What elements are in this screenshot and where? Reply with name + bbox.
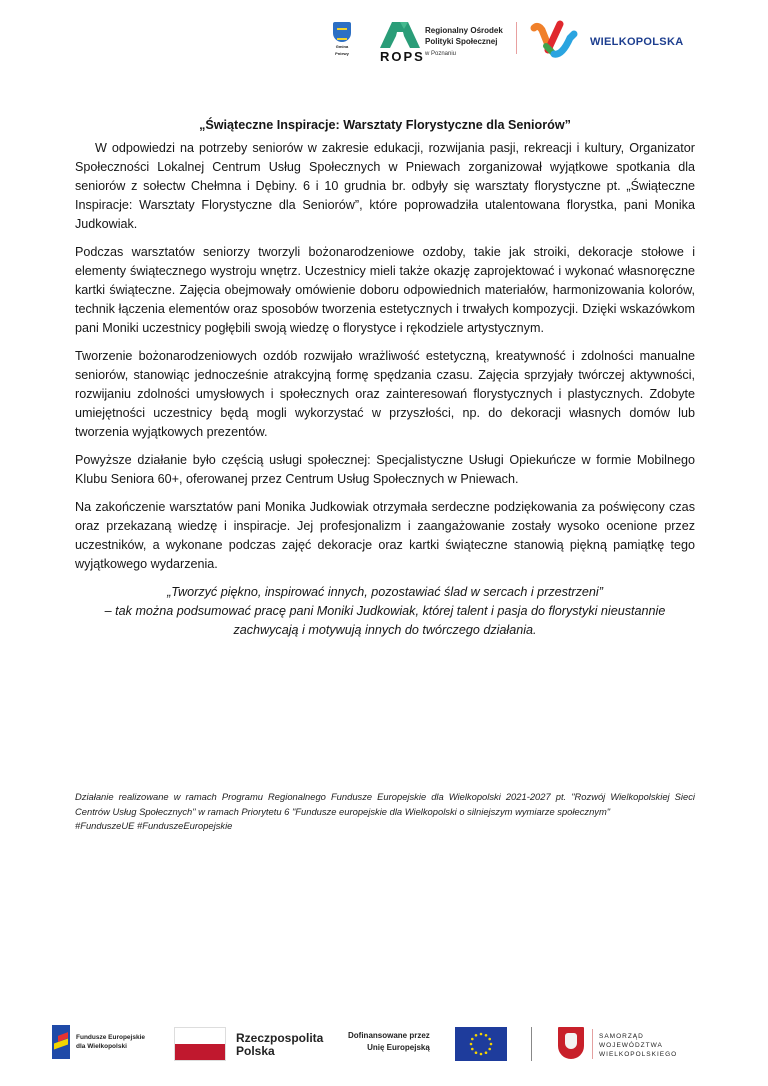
rops-logo	[380, 22, 503, 64]
eu-cofinanced-text	[348, 1030, 430, 1054]
rops-line-1: Regionalny Ośrodek	[425, 26, 503, 35]
samorzad-divider	[592, 1029, 593, 1059]
paragraph-intro: W odpowiedzi na potrzeby seniorów w zakresie edukacji, rozwijania pasji, rekreacji i kultury, Organizator Społeczności Lokalnej Centrum Usług Społecznych w Pniewach zorganizował wyjątkowe spotkania dla seniorów z sołectw Chełmna i Dębiny. 6 i 10 grudnia br. odbyły się warsztaty florystyczne pt. „Świąteczne Inspiracje: Warsztaty Florystyczne dla Seniorów”, które poprowadziła utalentowana florystka, pani Monika Judkowiak.	[75, 141, 695, 231]
paragraph-service: Powyższe działanie było częścią usługi społecznej: Specjalistyczne Usługi Opiekuńcze w formie Mobilnego Klubu Seniora 60+, oferowanej przez Centrum Usług Społecznych w Pniewach.	[75, 453, 695, 486]
fundusze-line-2: dla Wielkopolski	[76, 1042, 127, 1050]
document-title: „Świąteczne Inspiracje: Warsztaty Florystyczne dla Seniorów”	[199, 118, 571, 132]
rops-line-3: w Poznaniu	[425, 51, 457, 57]
samorzad-line-2: WOJEWÓDZTWA	[599, 1042, 663, 1049]
quote-line-2: – tak można podsumować pracę pani Moniki Judkowiak, której talent i pasja do florystyki nieustannie	[104, 604, 666, 618]
eu-line-1: Dofinansowane przez	[348, 1031, 430, 1040]
eu-line-2: Unię Europejską	[367, 1043, 430, 1052]
eagle-shield-icon	[558, 1027, 584, 1059]
samorzad-wojewodztwa-logo	[558, 1027, 678, 1059]
footnote-text: Działanie realizowane w ramach Programu Regionalnego Fundusze Europejskie dla Wielkopolski 2021-2027 pt. "Rozwój Wielkopolskiej Sieci Centrów Usług Społecznych" w ramach Priorytetu 6 "Fundusze europejskie dla Wielkopolski o silniejszym wymiarze społecznym"	[75, 791, 695, 817]
poland-line-2: Polska	[236, 1044, 275, 1058]
rops-mark-icon	[380, 22, 420, 48]
coat-of-arms-icon	[333, 22, 351, 42]
polish-flag-icon	[174, 1027, 226, 1061]
header-logos	[0, 0, 768, 80]
paragraph-workshop: Podczas warsztatów seniorzy tworzyli bożonarodzeniowe ozdoby, takie jak stroiki, dekoracje stołowe i elementy świątecznego wystroju wnętrz. Uczestnicy mieli także okazję zaprojektować i wykonać własnoręczne kartki świąteczne. Zajęcia obejmowały omówienie doboru odpowiednich materiałów, harmonizowania kolorów, technik łączenia elementów oraz sposobów tworzenia estetycznych i trwałych kompozycji. Dzięki wskazówkom pani Moniki uczestnicy pogłębili swoją wiedzę o florystyce i rękodziele artystycznym.	[75, 245, 695, 335]
gmina-caption-2: Pniewy	[335, 51, 349, 56]
paragraph-thanks: Na zakończenie warsztatów pani Monika Judkowiak otrzymała serdeczne podziękowania za poświęcony czas oraz przekazaną wiedzę i inspiracje. Jej profesjonalizm i zaangażowanie zostały wysoko ocenione przez uczestników, a wykonane podczas zajęć dekoracje oraz kartki świąteczne stanowią piękną pamiątkę tego wyjątkowego wydarzenia.	[75, 500, 695, 571]
wielkopolska-w-icon	[530, 20, 582, 60]
quote-line-3: zachwycają i motywują innych do twórczego działania.	[233, 623, 537, 637]
poland-line-1: Rzeczpospolita	[236, 1031, 324, 1045]
footnote-hashtags: #FunduszeUE #FunduszeEuropejskie	[75, 820, 233, 831]
eu-flag-icon	[455, 1027, 507, 1061]
rzeczpospolita-polska-logo	[174, 1027, 324, 1061]
fundusze-line-1: Fundusze Europejskie	[76, 1034, 145, 1041]
fundusze-mark-icon	[52, 1025, 70, 1059]
samorzad-line-3: WIELKOPOLSKIEGO	[599, 1051, 678, 1058]
header-divider	[516, 22, 517, 54]
gmina-caption-1: Gmina	[335, 44, 349, 49]
poland-text	[236, 1032, 323, 1058]
quote-line-1: „Tworzyć piękno, inspirować innych, pozostawiać ślad w sercach i przestrzeni”	[167, 585, 603, 599]
samorzad-line-1: SAMORZĄD	[599, 1033, 644, 1040]
rops-line-2: Polityki Społecznej	[425, 37, 498, 46]
wielkopolska-text: WIELKOPOLSKA	[590, 36, 684, 48]
footer-logos	[0, 1020, 768, 1070]
funding-footnote	[75, 790, 695, 834]
document-body	[75, 116, 695, 640]
fundusze-text	[76, 1034, 145, 1051]
samorzad-text	[599, 1032, 677, 1059]
paragraph-benefits: Tworzenie bożonarodzeniowych ozdób rozwijało wrażliwość estetyczną, kreatywność i zdolności manualne seniorów, stanowiąc jednocześnie atrakcyjną formę spędzania czasu. Zajęcia sprzyjały twórczej aktywności, rozwijaniu zdolności umysłowych i społecznych oraz zainteresowań florystycznych i plastycznych. Zdobyte umiejętności uczestnicy będą mogli wykorzystać w przyszłości, np. do dekoracji własnych domów lub tworzenia wyjątkowych prezentów.	[75, 349, 695, 439]
gmina-pniewy-logo	[329, 22, 355, 56]
footer-divider	[531, 1027, 532, 1061]
rops-abbr: ROPS	[380, 49, 425, 64]
closing-quote	[75, 583, 695, 640]
wielkopolska-logo	[530, 20, 690, 60]
